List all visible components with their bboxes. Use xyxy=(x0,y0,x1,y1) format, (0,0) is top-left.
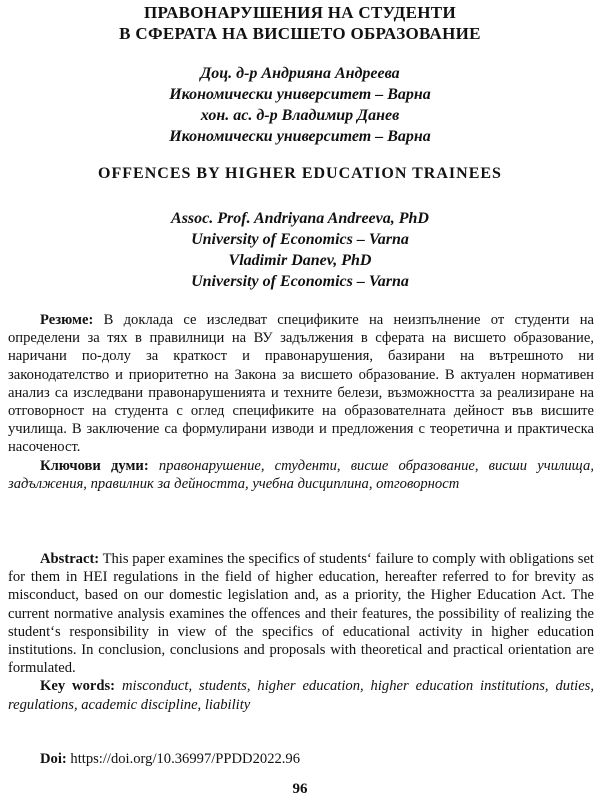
author-bg-1-affiliation: Икономически университет – Варна xyxy=(169,86,431,103)
author-en-2-affiliation: University of Economics – Varna xyxy=(191,273,409,290)
doi-link[interactable]: https://doi.org/10.36997/PPDD2022.96 xyxy=(70,751,301,767)
page-number: 96 xyxy=(292,781,308,797)
abstract-en-block xyxy=(8,550,594,714)
title-line-2: В СФЕРАТА НА ВИСШЕТО ОБРАЗОВАНИЕ xyxy=(119,24,481,43)
keywords-bg xyxy=(8,457,594,493)
authors-en xyxy=(0,208,600,292)
keywords-bg-text: правонарушение, студенти, висше образование, висши училища, задължения, правилник за дейността, учебна дисциплина, отговорност xyxy=(8,457,594,492)
abstract-en-text: This paper examines the specifics of students‘ failure to comply with obligations set for them in HEI regulations in the field of higher education, hereafter referred to for brevity as misconduct, based on our domestic legislation and, as a priority, the Higher Education Act. The current normative analysis examines the offences and their features, the possibility of realizing the student‘s responsibility in view of the specifics of educational activity in higher education institutions. In conclusion, conclusions and proposals with theoretical and practical orientation are formulated. xyxy=(8,551,594,677)
abstract-bg-text: В доклада се изследват спецификите на неизпълнение от студенти на определени за тях в правилници на ВУ задължения в сферата на висшето образование, наричани по-долу за краткост и правонарушения, базирани на вътрешното ни законодателство и приоритетно на Закона за висшето образование. В актуален нормативен анализ са изследвани правонарушенията и техните белези, възможността за реализиране на отговорност на студента с оглед спецификите на образователната дейност във висшите училища. В заключение са формулирани изводи и предложения с теоретична и практическа насоченост. xyxy=(8,312,595,456)
abstract-bg xyxy=(8,311,594,457)
keywords-en-label: Key words: xyxy=(40,678,116,695)
author-bg-1-name: Доц. д-р Андрияна Андреева xyxy=(200,65,400,82)
doi-label: Doi: xyxy=(40,751,67,767)
title-bg xyxy=(0,2,600,44)
keywords-bg-label: Ключови думи: xyxy=(40,457,149,474)
abstract-bg-label: Резюме: xyxy=(40,312,94,328)
keywords-en xyxy=(8,677,594,713)
author-en-1-name: Assoc. Prof. Andriyana Andreeva, PhD xyxy=(171,210,429,227)
title-en: OFFENCES BY HIGHER EDUCATION TRAINEES xyxy=(98,165,502,182)
keywords-en-text: misconduct, students, higher education, higher education institutions, duties, regulations, academic discipline, liability xyxy=(8,678,595,713)
author-en-2-name: Vladimir Danev, PhD xyxy=(228,252,372,269)
title-line-1: ПРАВОНАРУШЕНИЯ НА СТУДЕНТИ xyxy=(144,3,456,22)
author-en-1-affiliation: University of Economics – Varna xyxy=(191,231,409,248)
author-bg-2-affiliation: Икономически университет – Варна xyxy=(169,128,431,145)
doi-line xyxy=(40,751,300,768)
abstract-en-label: Abstract: xyxy=(40,551,100,567)
abstract-bg-block xyxy=(8,311,594,493)
author-bg-2-name: хон. ас. д-р Владимир Данев xyxy=(200,107,400,124)
authors-bg xyxy=(0,63,600,147)
abstract-en xyxy=(8,550,594,677)
